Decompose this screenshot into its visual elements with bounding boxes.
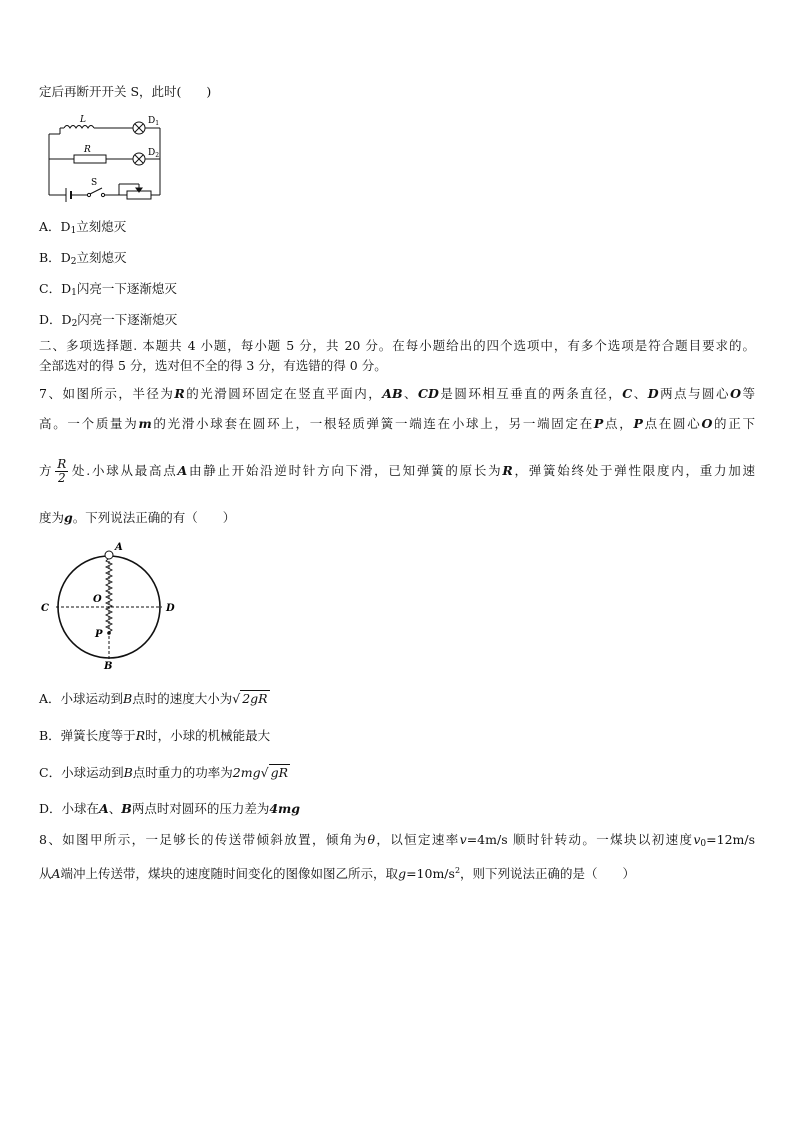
- q8-stem-line2: 从A端冲上传送带，煤块的速度随时间变化的图像如图乙所示，取$g=10m/s^2$，则下列说法正确的是（ ）: [39, 866, 636, 882]
- q6-stem-tail: 定后再断开开关 S，此时( ): [39, 84, 212, 99]
- q6-option-b: B．$D_2$立刻熄灭: [39, 250, 127, 267]
- q7-option-b: B．弹簧长度等于R时，小球的机械能最大: [39, 728, 271, 743]
- q7-stem-line2: 高。一个质量为m的光滑小球套在圆环上，一根轻质弹簧一端连在小球上，另一端固定在P点，P点在圆心O的正下: [39, 416, 755, 431]
- point-a-label: A: [115, 542, 123, 553]
- section2-instructions-line1: 二、多项选择题. 本题共 4 小题，每小题 5 分，共 20 分。在每小题给出的四个选项中，有多个选项是符合题目要求的。: [39, 338, 755, 353]
- q7-stem-line1: 7、如图所示，半径为R的光滑圆环固定在竖直平面内，AB、CD是圆环相互垂直的两条直径，C、D两点与圆心O等: [39, 386, 755, 401]
- q6-circuit-diagram: [44, 112, 174, 204]
- switch-label: S: [91, 178, 98, 188]
- section2-instructions-line2: 全部选对的得 5 分，选对但不全的得 3 分，有选错的得 0 分。: [39, 358, 387, 373]
- q6-option-a: A．$D_1$立刻熄灭: [39, 219, 127, 236]
- point-d-label: D: [166, 603, 175, 614]
- q7-option-d: D．小球在A、B两点时对圆环的压力差为4mg: [39, 801, 301, 816]
- point-o-label: O: [93, 594, 102, 605]
- q7-stem-line3: 方 $\frac{R}{2}$ 处.小球从最高点A由静止开始沿逆时针方向下滑，已知弹簧的原长为R，弹簧始终处于弹性限度内，重力加速: [39, 457, 755, 485]
- q7-ring-diagram: [38, 536, 188, 670]
- q7-stem-line4: 度为g。下列说法正确的有（ ）: [39, 510, 236, 525]
- point-b-label: B: [104, 661, 113, 670]
- point-p-label: P: [95, 629, 103, 640]
- resistor-label: R: [84, 145, 91, 155]
- fraction-r-over-2: $\frac{R}{2}$: [57, 457, 67, 485]
- q8-stem-line1: 8、如图甲所示，一足够长的传送带倾斜放置，倾角为θ，以恒定速率v=4m/s 顺时针转动。一煤块以初速度$v_0=12m/s$: [39, 832, 755, 849]
- lamp-d2-label: $D_2$: [148, 148, 160, 159]
- q6-option-c: C．$D_1$闪亮一下逐渐熄灭: [39, 281, 177, 298]
- point-c-label: C: [41, 603, 49, 614]
- q7-option-c: C．小球运动到B点时重力的功率为2mg√ gR: [39, 765, 288, 780]
- lamp-d1-label: $D_1$: [148, 116, 160, 127]
- q6-option-d: D．$D_2$闪亮一下逐渐熄灭: [39, 312, 178, 329]
- inductor-label: L: [80, 115, 86, 125]
- q7-option-a: A．小球运动到B点时的速度大小为√ 2gR: [39, 691, 268, 706]
